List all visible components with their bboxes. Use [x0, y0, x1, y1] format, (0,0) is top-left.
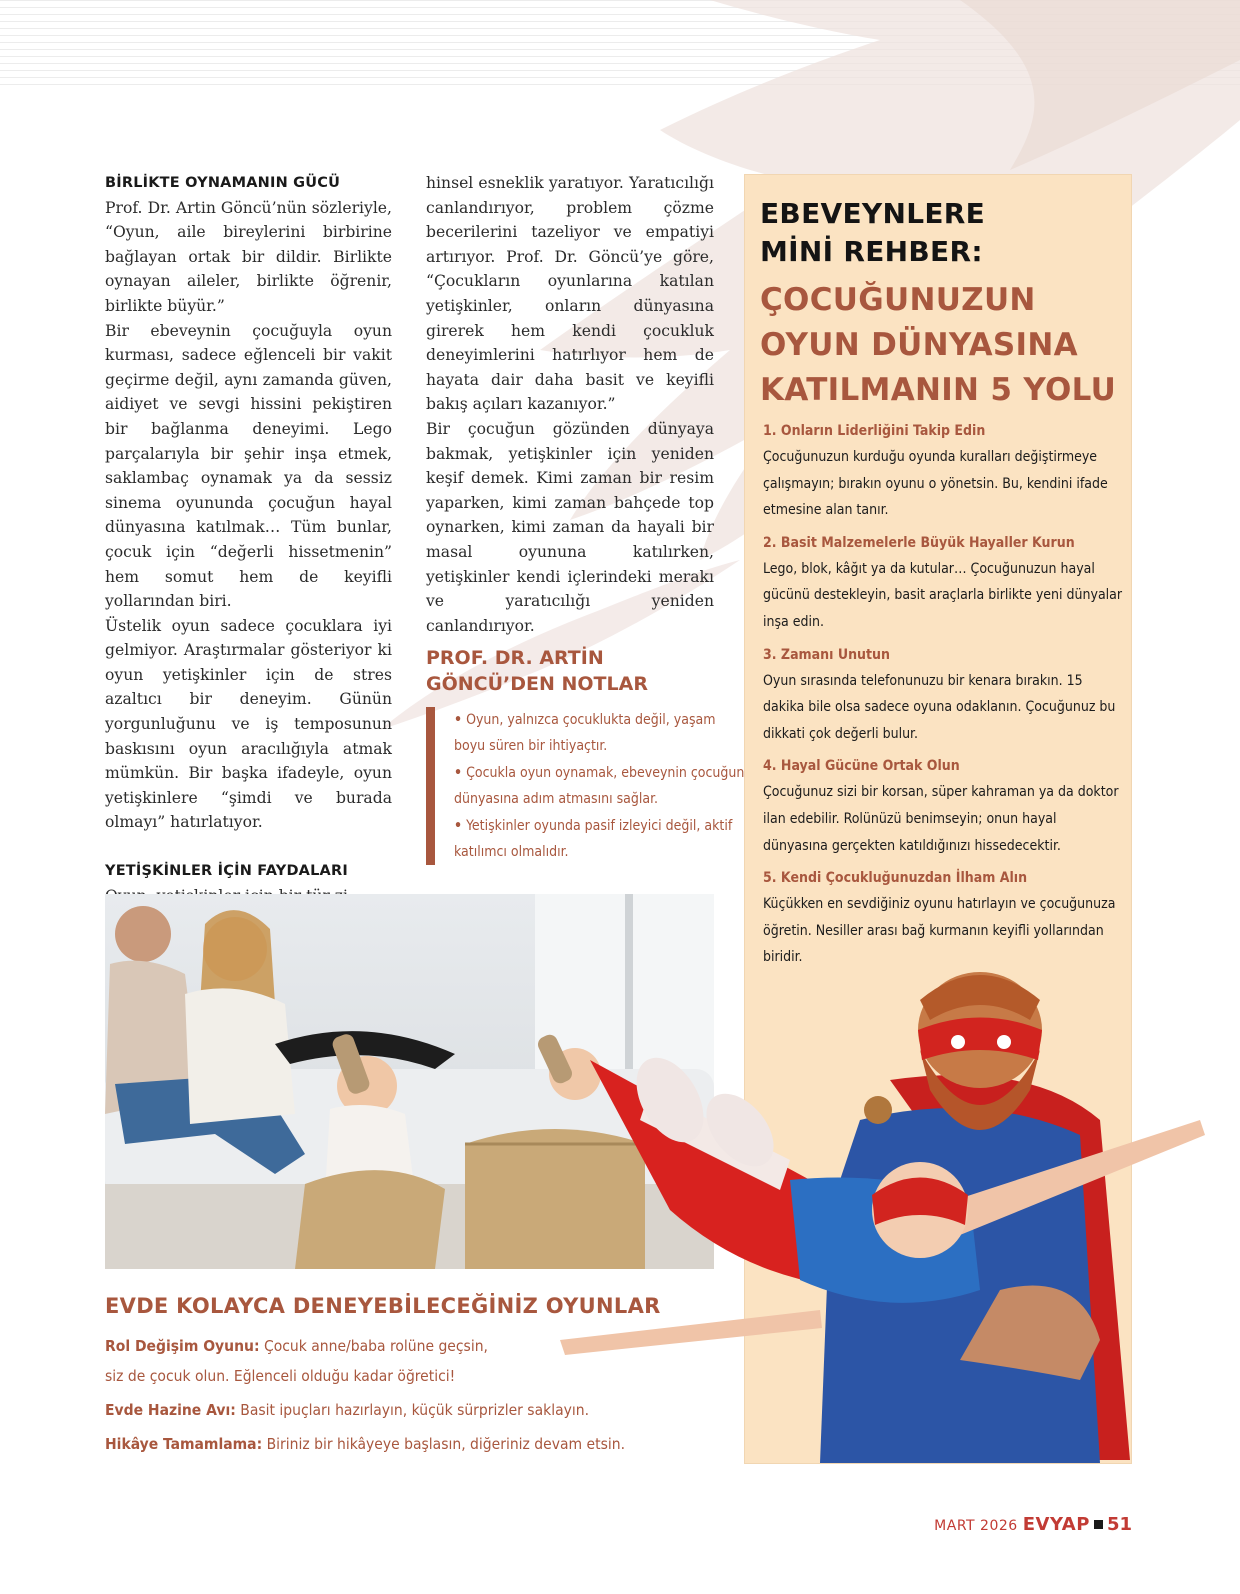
notes-title: [426, 645, 726, 697]
game-item: [105, 1331, 665, 1391]
note-text: Çocukla oyun oynamak, ebeveynin çocuğun dünyasına adım atmasını sağlar.: [454, 764, 745, 808]
games-list: [105, 1331, 665, 1459]
tip-title: 1. Onların Liderliğini Takip Edin: [763, 423, 986, 439]
issue-date: MART 2026: [934, 1518, 1018, 1534]
tip-body: Küçükken en sevdiğiniz oyunu hatırlayın ve çocuğunuza öğretin. Nesiller arası bağ kurmanın keyifli yollarından biridir.: [763, 896, 1116, 966]
paragraph: hinsel esneklik yaratıyor. Yaratıcılığı canlandırıyor, problem çözme becerilerini tazeliyor ve empatiyi artırıyor. Prof. Dr. Göncü’ye göre, “Çocukların oyunlarına katılan yetişkinler, onların dünyasına girerek hem kendi çocukluk deneyimlerini hatırlıyor hem de hayata dair daha basit ve keyifli bakış açıları kazanıyor.”: [426, 174, 714, 414]
tip-title: 2. Basit Malzemelerle Büyük Hayaller Kurun: [763, 534, 1075, 551]
game-name: Hikâye Tamamlama:: [105, 1435, 263, 1453]
paragraph: Bir ebeveynin çocuğuyla oyun kurması, sadece eğlenceli bir vakit geçirme değil, aynı zamanda güven, aidiyet ve sevgi hissini pekiştiren bir bağlanma deneyimi. Lego parçalarıyla bir şehir inşa etmek, saklambaç oynamak ya da sessiz sinema oyununda çocuğun hayal dünyasına katılmak… Tüm bunlar, çocuk için “değerli hissetmenin” hem somut hem de keyifli yollarından biri.: [105, 321, 392, 611]
middle-text-column: [426, 171, 714, 638]
tip-body: Çocuğunuzun kurduğu oyunda kuralları değiştirmeye çalışmayın; bırakın oyunu o yönetsin. Bu, kendini ifade etmesine alan tanır.: [763, 449, 1108, 519]
tips-list: [763, 418, 1125, 977]
note-text: Yetişkinler oyunda pasif izleyici değil, aktif katılımcı olmalıdır.: [454, 817, 733, 861]
bullet-icon: •: [454, 764, 463, 781]
section-heading-power-of-play: BİRLİKTE OYNAMANIN GÜCÜ: [105, 175, 341, 191]
tip-body: Lego, blok, kâğıt ya da kutular… Çocuğunuzun hayal gücünü destekleyin, basit araçlarla birlikte yeni dünyalar inşa edin.: [763, 560, 1123, 630]
tip-item: [763, 753, 1125, 859]
game-description: Çocuk anne/baba rolüne geçsin,: [263, 1337, 488, 1355]
tip-title: 4. Hayal Gücüne Ortak Olun: [763, 758, 960, 775]
section-heading-adult-benefits: YETİŞKİNLER İÇİN FAYDALARI: [105, 863, 348, 880]
page-number: 51: [1106, 1514, 1132, 1535]
panel-heading-line: MİNİ REHBER:: [760, 235, 983, 268]
notes-title-line: GÖNCÜ’DEN NOTLAR: [426, 673, 648, 695]
note-text: Oyun, yalnızca çocuklukta değil, yaşam boyu süren bir ihtiyaçtır.: [454, 712, 716, 755]
paragraph: Bir çocuğun gözünden dünyaya bakmak, yetişkinler için yeniden keşif demek. Kimi zaman bir resim yaparken, kimi zaman bahçede top oynarken, kimi zaman da hayali bir masal oyununa katılırken, yetişkinler kendi içlerindeki merakı ve yaratıcılığı yeniden canlandırıyor.: [426, 419, 714, 635]
game-description: Biriniz bir hikâyeye başlasın, diğeriniz devam etsin.: [266, 1435, 625, 1453]
tip-item: [763, 530, 1125, 636]
panel-subheading-line: OYUN DÜNYASINA: [760, 327, 1078, 363]
notes-list: [426, 707, 746, 865]
panel-subheading-line: KATILMANIN 5 YOLU: [760, 372, 1117, 408]
game-description: Basit ipuçları hazırlayın, küçük sürprizler saklayın.: [240, 1401, 589, 1419]
panel-subheading: [760, 278, 1130, 413]
paragraph: Prof. Dr. Artin Göncü’nün sözleriyle, “Oyun, aile bireylerini birbirine bağlayan ortak bir dildir. Birlikte oynayan aileler, birlikte öğrenir, birlikte büyür.”: [105, 198, 392, 315]
tip-title: 3. Zamanı Unutun: [763, 646, 890, 663]
game-name: Evde Hazine Avı:: [105, 1401, 236, 1419]
tip-body: Çocuğunuz sizi bir korsan, süper kahraman ya da doktor ilan edebilir. Rolünüzü benimseyin; onun hayal dünyasına gerçekten katıldığınızı hissedecektir.: [763, 784, 1119, 854]
note-item: [454, 760, 746, 813]
note-item: [454, 813, 746, 866]
panel-heading: [760, 195, 1130, 271]
panel-subheading-line: ÇOCUĞUNUZUN: [760, 282, 1036, 318]
tip-body: Oyun sırasında telefonunuzu bir kenara bırakın. 15 dakika bile olsa sadece oyuna odaklanın. Çocuğunuz bu dikkati çok değerli bulur.: [763, 672, 1116, 742]
tip-item: [763, 418, 1125, 524]
game-item: [105, 1395, 665, 1425]
brand-name: EVYAP: [1022, 1514, 1090, 1535]
paragraph: Üstelik oyun sadece çocuklara iyi gelmiyor. Araştırmalar gösteriyor ki oyun yetişkinler için de stres azaltıcı bir deneyim. Günün yorgunluğunu ve iş temposunun baskısını oyun aracılığıyla atmak mümkün. Bir başka ifadeyle, oyun yetişkinlere “şimdi ve burada olmayı” hatırlatıyor.: [105, 616, 392, 832]
game-item: [105, 1429, 665, 1459]
tip-item: [763, 865, 1125, 971]
left-text-column: [105, 171, 392, 908]
tip-item: [763, 642, 1125, 748]
bullet-icon: •: [454, 712, 463, 728]
game-name: Rol Değişim Oyunu:: [105, 1337, 260, 1355]
game-description: siz de çocuk olun. Eğlenceli olduğu kadar öğretici!: [105, 1367, 456, 1385]
note-item: [454, 707, 746, 760]
panel-heading-line: EBEVEYNLERE: [760, 197, 986, 230]
page-footer: [934, 1514, 1132, 1535]
tip-title: 5. Kendi Çocukluğunuzdan İlham Alın: [763, 870, 1028, 887]
bullet-icon: •: [454, 817, 463, 834]
notes-title-line: PROF. DR. ARTİN: [426, 647, 604, 669]
games-title: EVDE KOLAYCA DENEYEBİLECEĞİNİZ OYUNLAR: [105, 1294, 661, 1318]
square-icon: [1094, 1520, 1103, 1529]
